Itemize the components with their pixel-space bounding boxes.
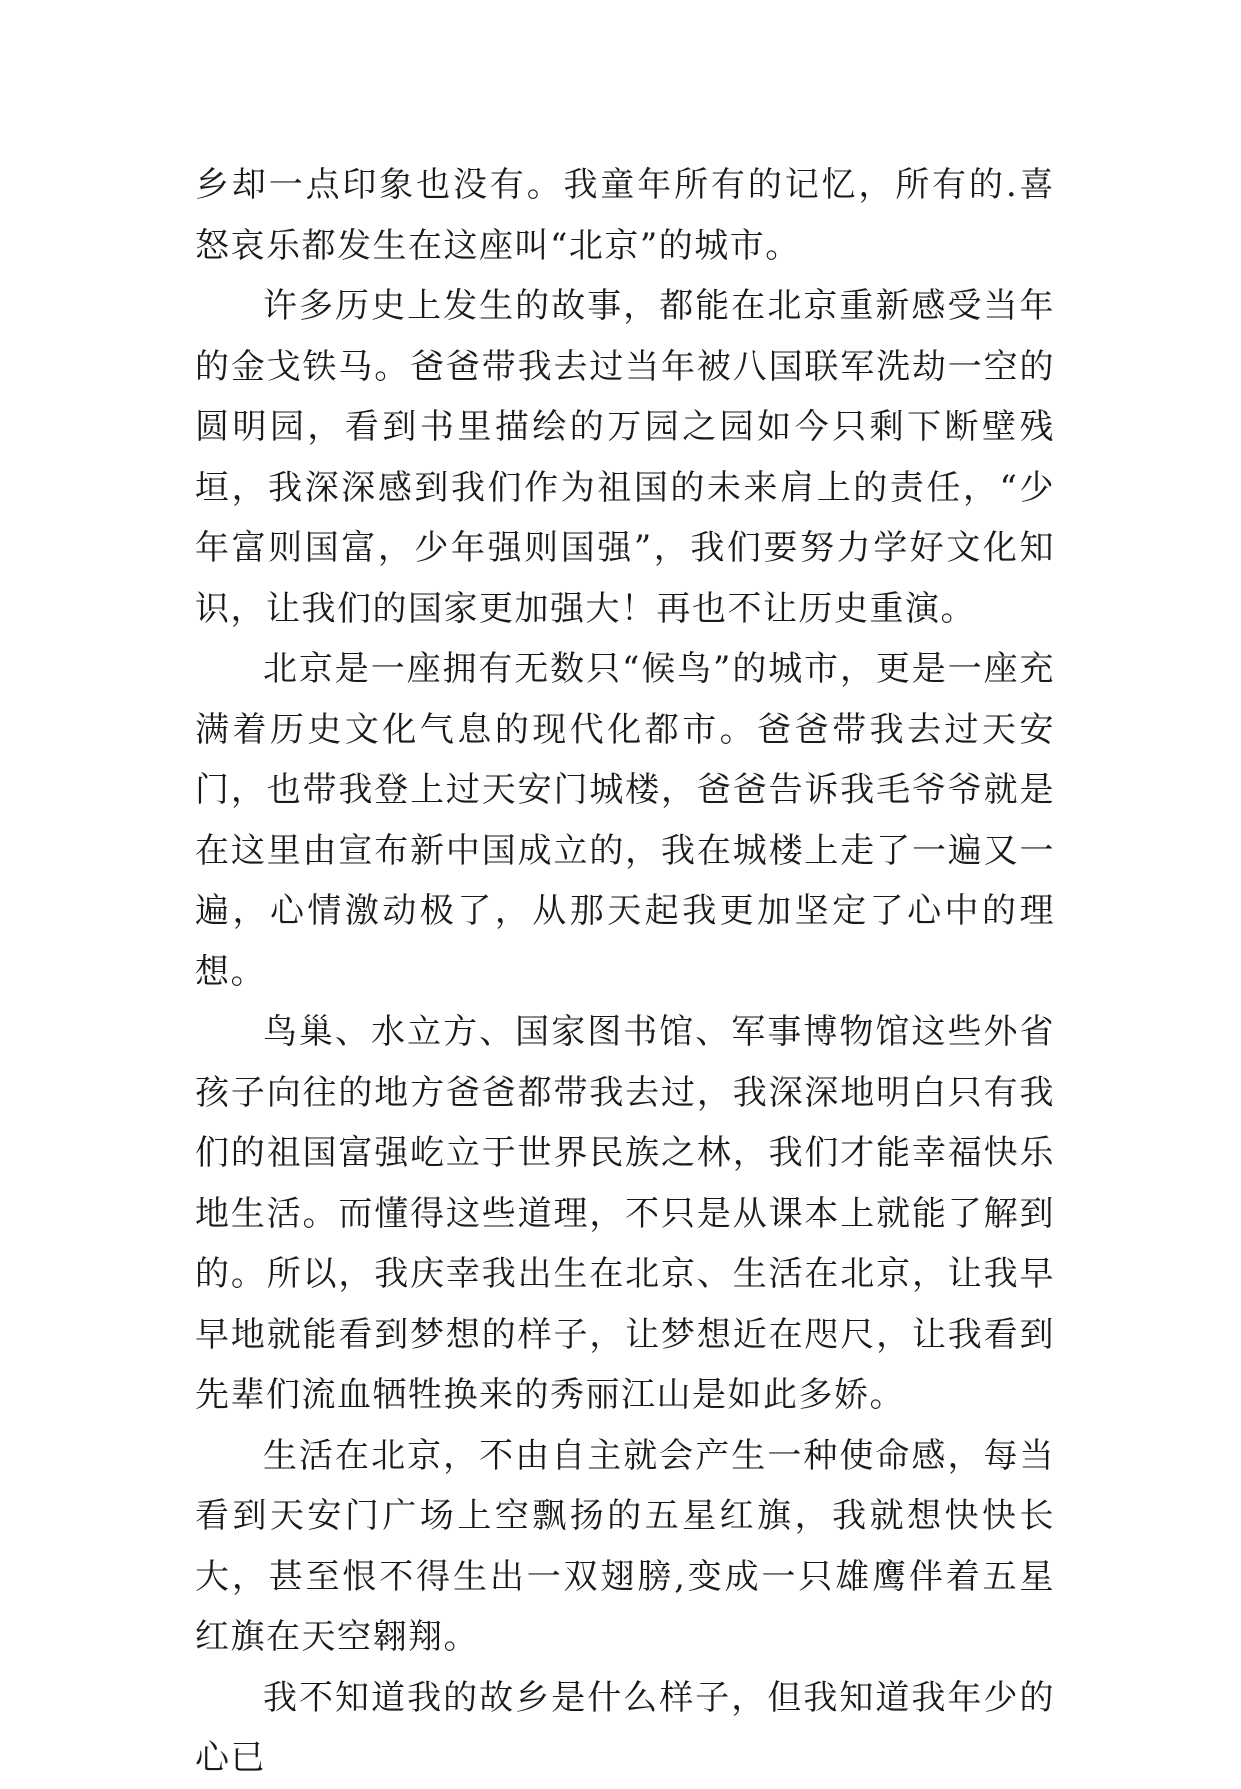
- document-body: [195, 155, 1055, 1789]
- paragraph-6: 我不知道我的故乡是什么样子，但我知道我年少的心已: [195, 1677, 1055, 1778]
- paragraph-3: 北京是一座拥有无数只“候鸟”的城市，更是一座充满着历史文化气息的现代化都市。爸爸带我去过天安门，也带我登上过天安门城楼，爸爸告诉我毛爷爷就是在这里由宣布新中国成立的，我在城楼上走了一遍又一遍，心情激动极了，从那天起我更加坚定了心中的理想。: [195, 649, 1055, 992]
- paragraph-4: 鸟巢、水立方、国家图书馆、军事博物馆这些外省孩子向往的地方爸爸都带我去过，我深深地明白只有我们的祖国富强屹立于世界民族之林，我们才能幸福快乐地生活。而懂得这些道理，不只是从课本上就能了解到的。所以，我庆幸我出生在北京、生活在北京，让我早早地就能看到梦想的样子，让梦想近在咫尺，让我看到先辈们流血牺牲换来的秀丽江山是如此多娇。: [195, 1012, 1055, 1415]
- paragraph-1: 乡却一点印象也没有。我童年所有的记忆，所有的.喜怒哀乐都发生在这座叫“北京”的城市。: [195, 165, 1055, 266]
- paragraph-5: 生活在北京，不由自主就会产生一种使命感，每当看到天安门广场上空飘扬的五星红旗，我就想快快长大，甚至恨不得生出一双翅膀,变成一只雄鹰伴着五星红旗在天空翱翔。: [195, 1435, 1055, 1657]
- paragraph-2: 许多历史上发生的故事，都能在北京重新感受当年的金戈铁马。爸爸带我去过当年被八国联军洗劫一空的圆明园，看到书里描绘的万园之园如今只剩下断壁残垣，我深深感到我们作为祖国的未来肩上的责任，“少年富则国富，少年强则国强”，我们要努力学好文化知识，让我们的国家更加强大！再也不让历史重演。: [195, 286, 1055, 629]
